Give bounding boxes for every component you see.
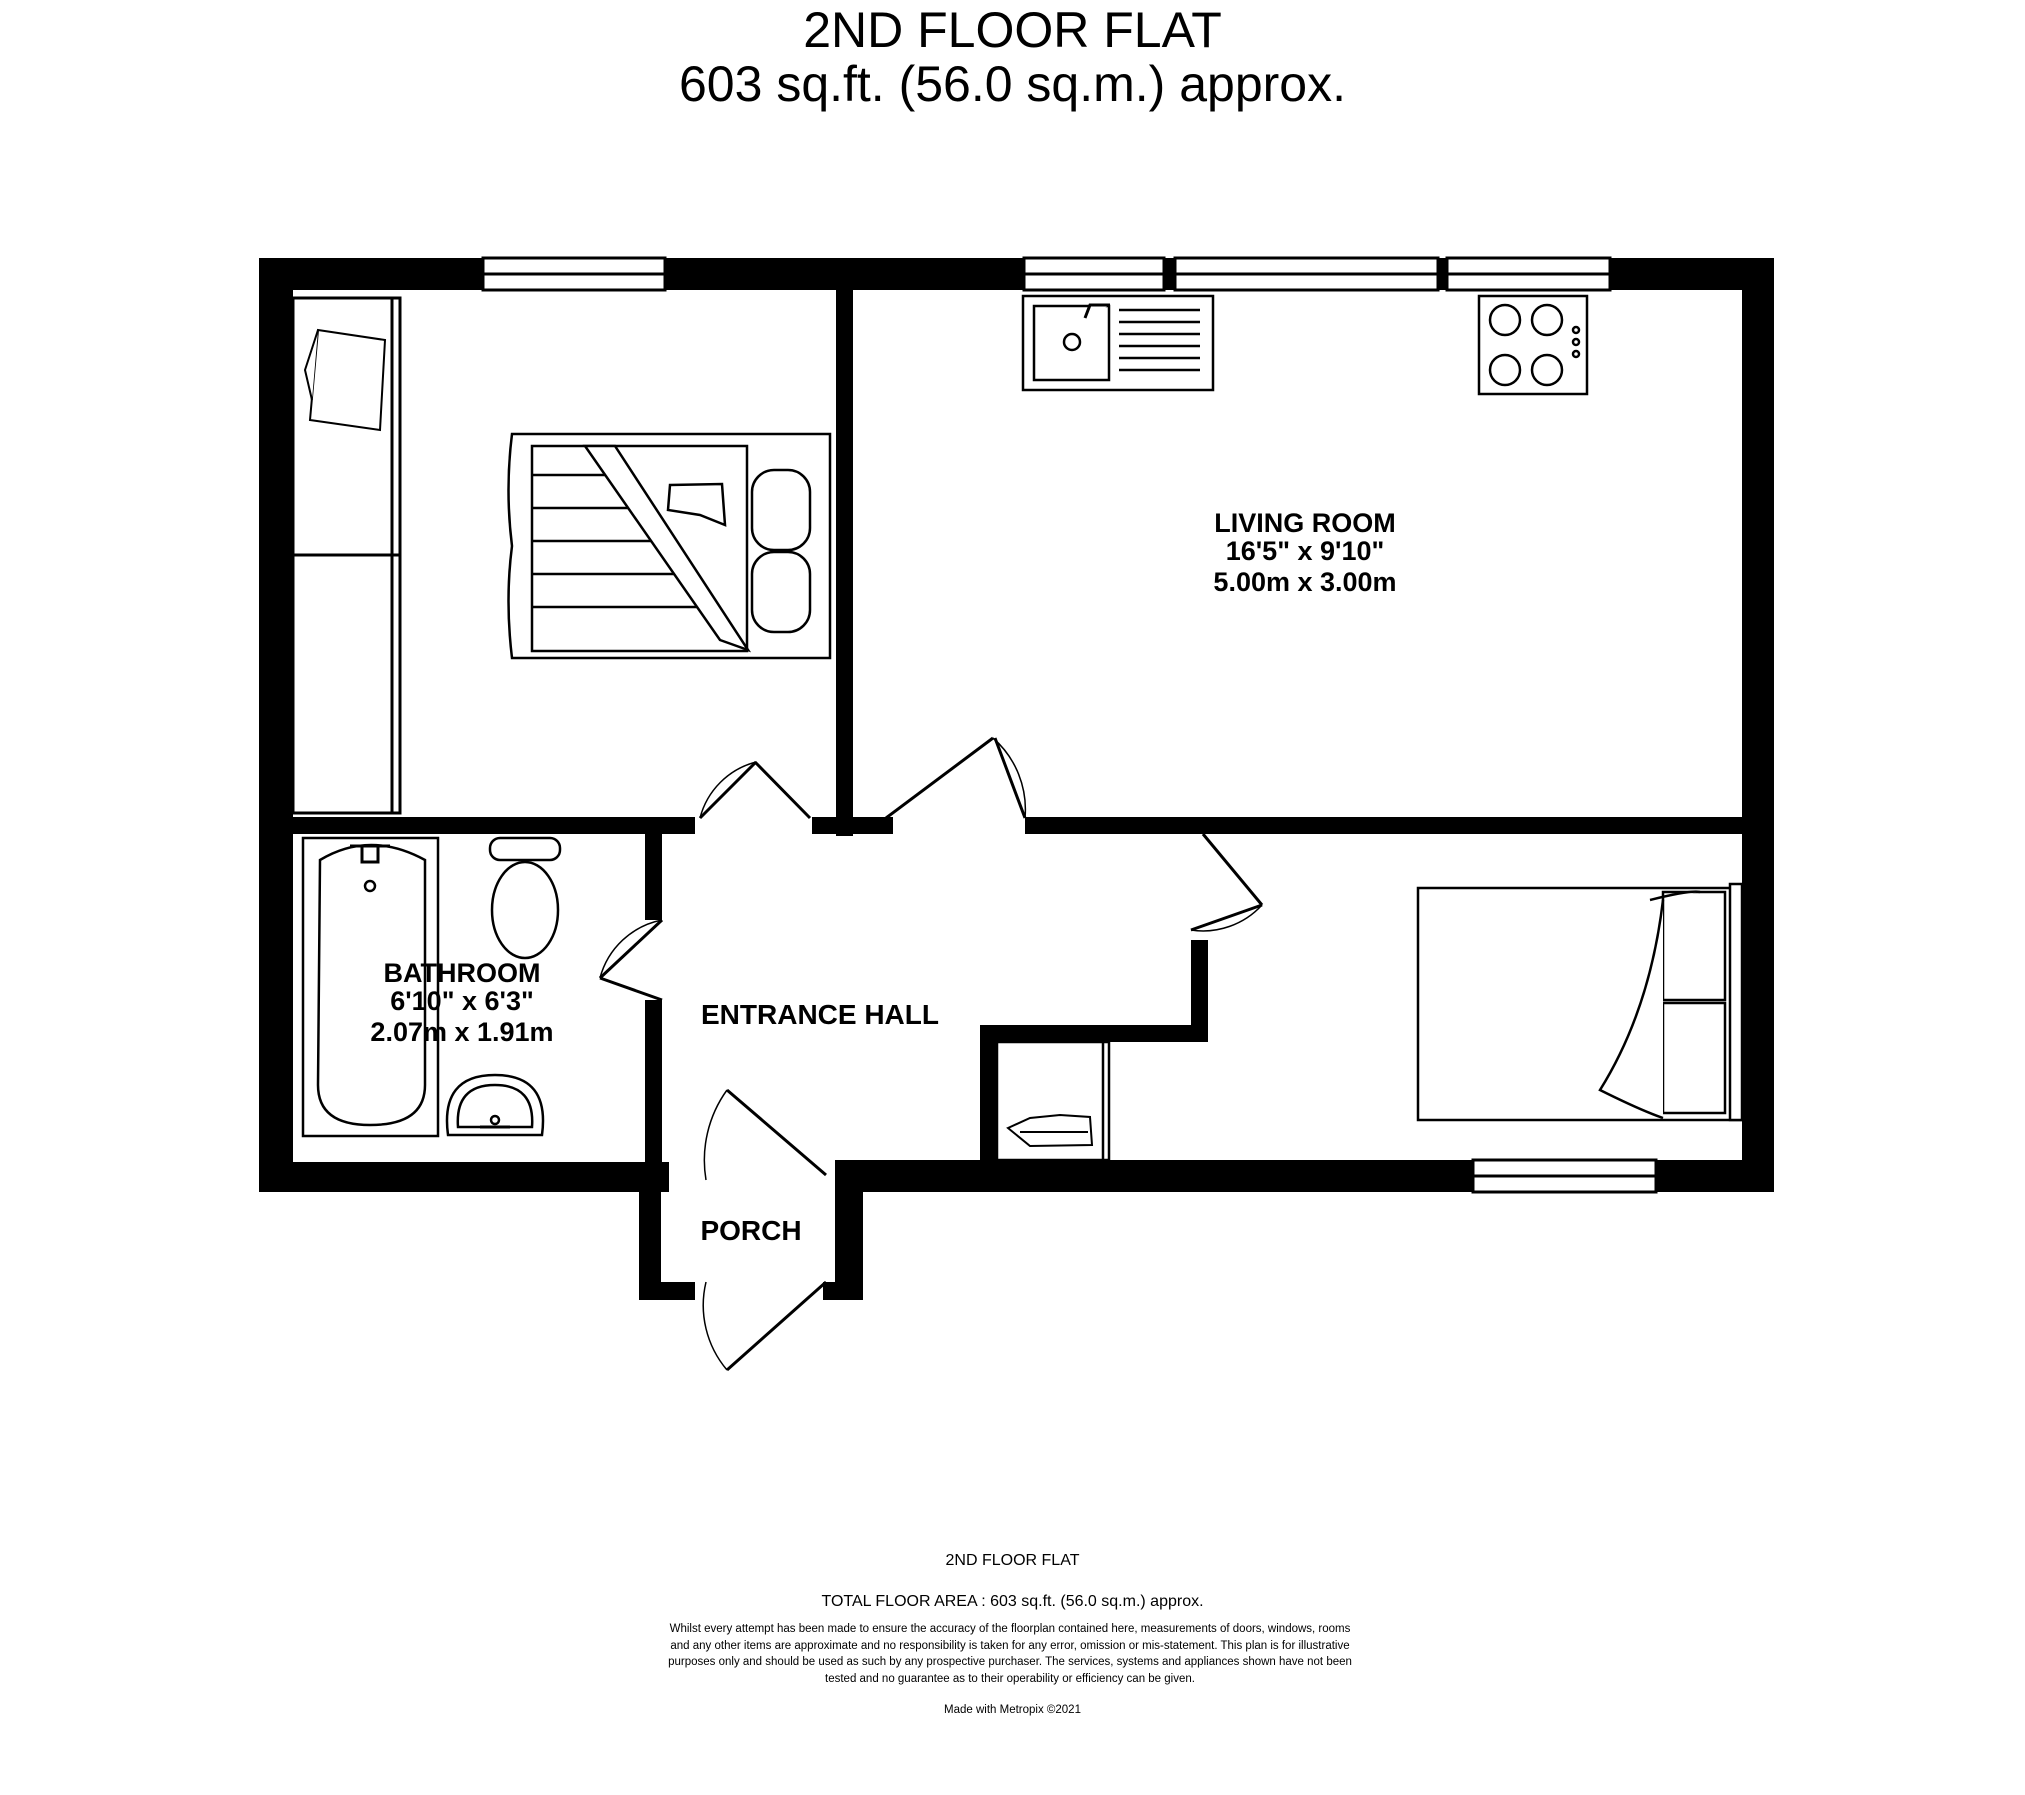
footer-title: 2ND FLOOR FLAT [945,1552,1080,1569]
footer-credit: Made with Metropix ©2021 [944,1704,1081,1716]
living-room-dims-metric: 5.00m x 3.00m [1213,567,1397,597]
door-swing-icon [703,1282,826,1370]
window-icon [483,258,665,290]
bathroom-label: BATHROOM [383,958,541,988]
clothes-icon [1008,1115,1092,1146]
footer-total-area: TOTAL FLOOR AREA : 603 sq.ft. (56.0 sq.m.) approx. [821,1593,1204,1610]
window-icon [1024,258,1164,290]
door-swing-icon [600,920,662,1000]
footer-disclaimer: Whilst every attempt has been made to ensure the accuracy of the floorplan contained here, measurements of doors, windows, rooms and any other items are approximate and no responsibility is taken for any error, omission or mis-statement. This plan is for illustrative purposes only and should be used as such by any prospective purchaser. The services, systems and appliances shown have not been tested and no guarantee as to their operability or efficiency can be given. [668,1623,1352,1685]
double-bed-icon [509,434,831,658]
plan-area: 603 sq.ft. (56.0 sq.m.) approx. [679,56,1346,112]
porch-label: PORCH [700,1215,802,1246]
door-swing-icon [1191,834,1262,931]
bathroom-dims-imperial: 6'10" x 6'3" [390,986,534,1016]
toilet-icon [490,838,560,958]
outer-walls [259,258,1774,1300]
window-icon [1447,258,1610,290]
door-swing-icon [704,1090,826,1180]
living-room-dims-imperial: 16'5" x 9'10" [1225,536,1385,566]
basin-icon [447,1075,543,1135]
window-icon [1175,258,1438,290]
bathroom-dims-metric: 2.07m x 1.91m [370,1017,554,1047]
door-swing-icon [700,762,810,818]
wardrobe-icon [293,298,400,813]
plan-title: 2ND FLOOR FLAT [803,2,1222,58]
living-room-label: LIVING ROOM [1214,508,1396,538]
entrance-hall-label: ENTRANCE HALL [701,999,939,1030]
single-bed-icon [1418,884,1742,1120]
sink-icon [1023,296,1213,390]
window-icon [1473,1160,1656,1192]
door-swing-icon [886,738,1025,818]
hob-icon [1479,296,1587,394]
